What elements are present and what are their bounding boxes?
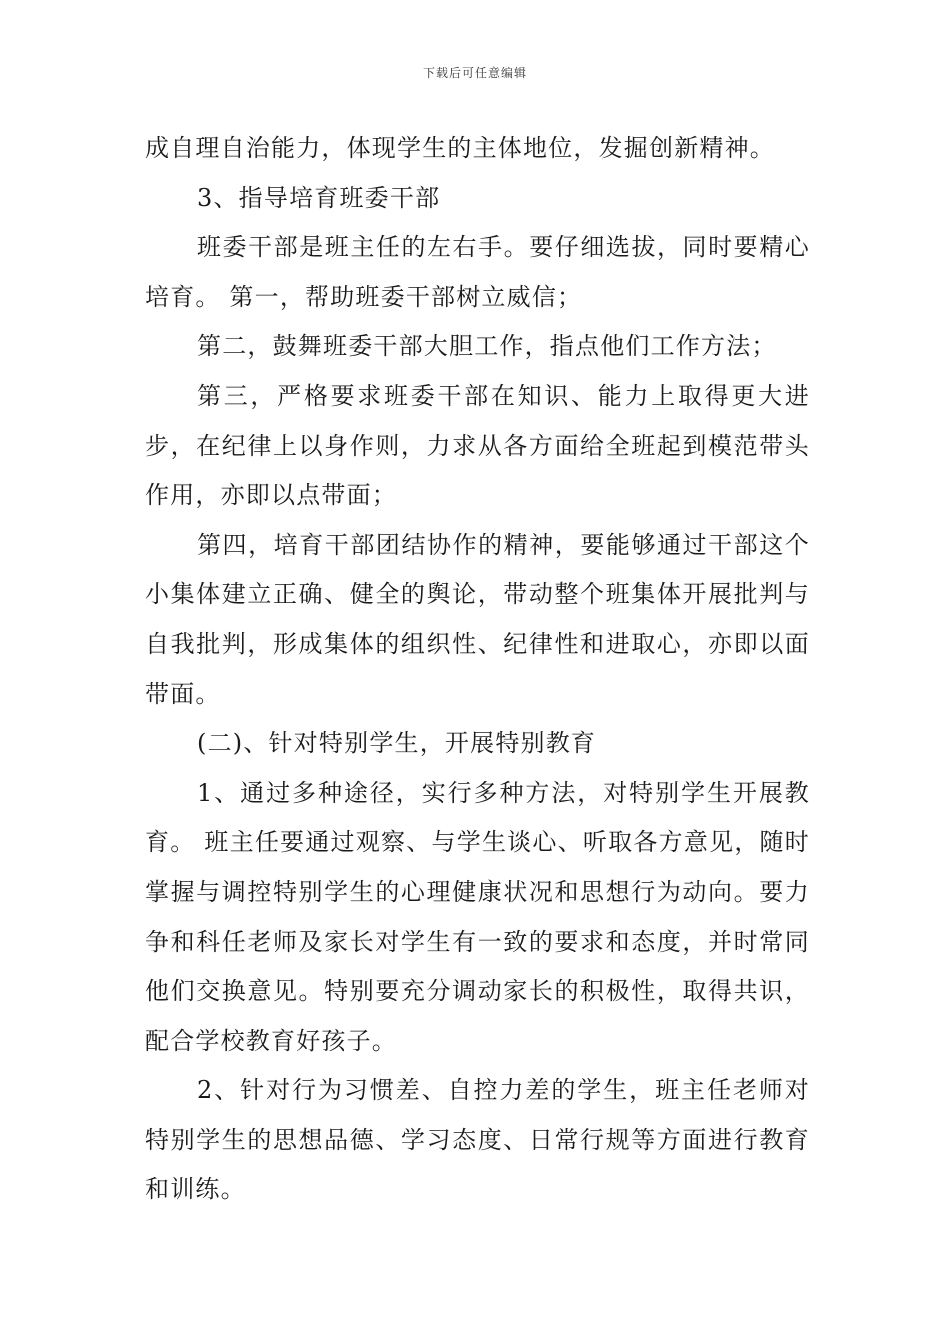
paragraph: 2、针对行为习惯差、自控力差的学生，班主任老师对特别学生的思想品德、学习态度、日常行规等方面进行教育和训练。 bbox=[145, 1076, 810, 1204]
paragraph: 成自理自治能力，体现学生的主体地位，发掘创新精神。 bbox=[145, 134, 775, 162]
page-header: 下载后可任意编辑 bbox=[422, 66, 527, 80]
paragraph: 第四，培育干部团结协作的精神，要能够通过干部这个小集体建立正确、健全的舆论，带动整个班集体开展批判与自我批判，形成集体的组织性、纪律性和进取心，亦即以面带面。 bbox=[145, 530, 810, 708]
paragraph: 班委干部是班主任的左右手。要仔细选拔，同时要精心培育。 第一，帮助班委干部树立威信； bbox=[145, 233, 810, 311]
document-body bbox=[145, 124, 810, 1215]
paragraph: 第二，鼓舞班委干部大胆工作，指点他们工作方法； bbox=[197, 332, 777, 361]
section-heading: (二)、针对特别学生，开展特别教育 bbox=[197, 729, 597, 758]
paragraph: 第三，严格要求班委干部在知识、能力上取得更大进步，在纪律上以身作则，力求从各方面给全班起到模范带头作用，亦即以点带面； bbox=[145, 381, 810, 510]
paragraph: 1、通过多种途径，实行多种方法，对特别学生开展教育。 班主任要通过观察、与学生谈心、听取各方意见，随时掌握与调控特别学生的心理健康状况和思想行为动向。要力争和科任老师及家长对学生有一致的要求和态度，并时常同他们交换意见。特别要充分调动家长的积极性，取得共识，配合学校教育好孩子。 bbox=[145, 778, 810, 1055]
section-heading: 3、指导培育班委干部 bbox=[197, 183, 441, 212]
